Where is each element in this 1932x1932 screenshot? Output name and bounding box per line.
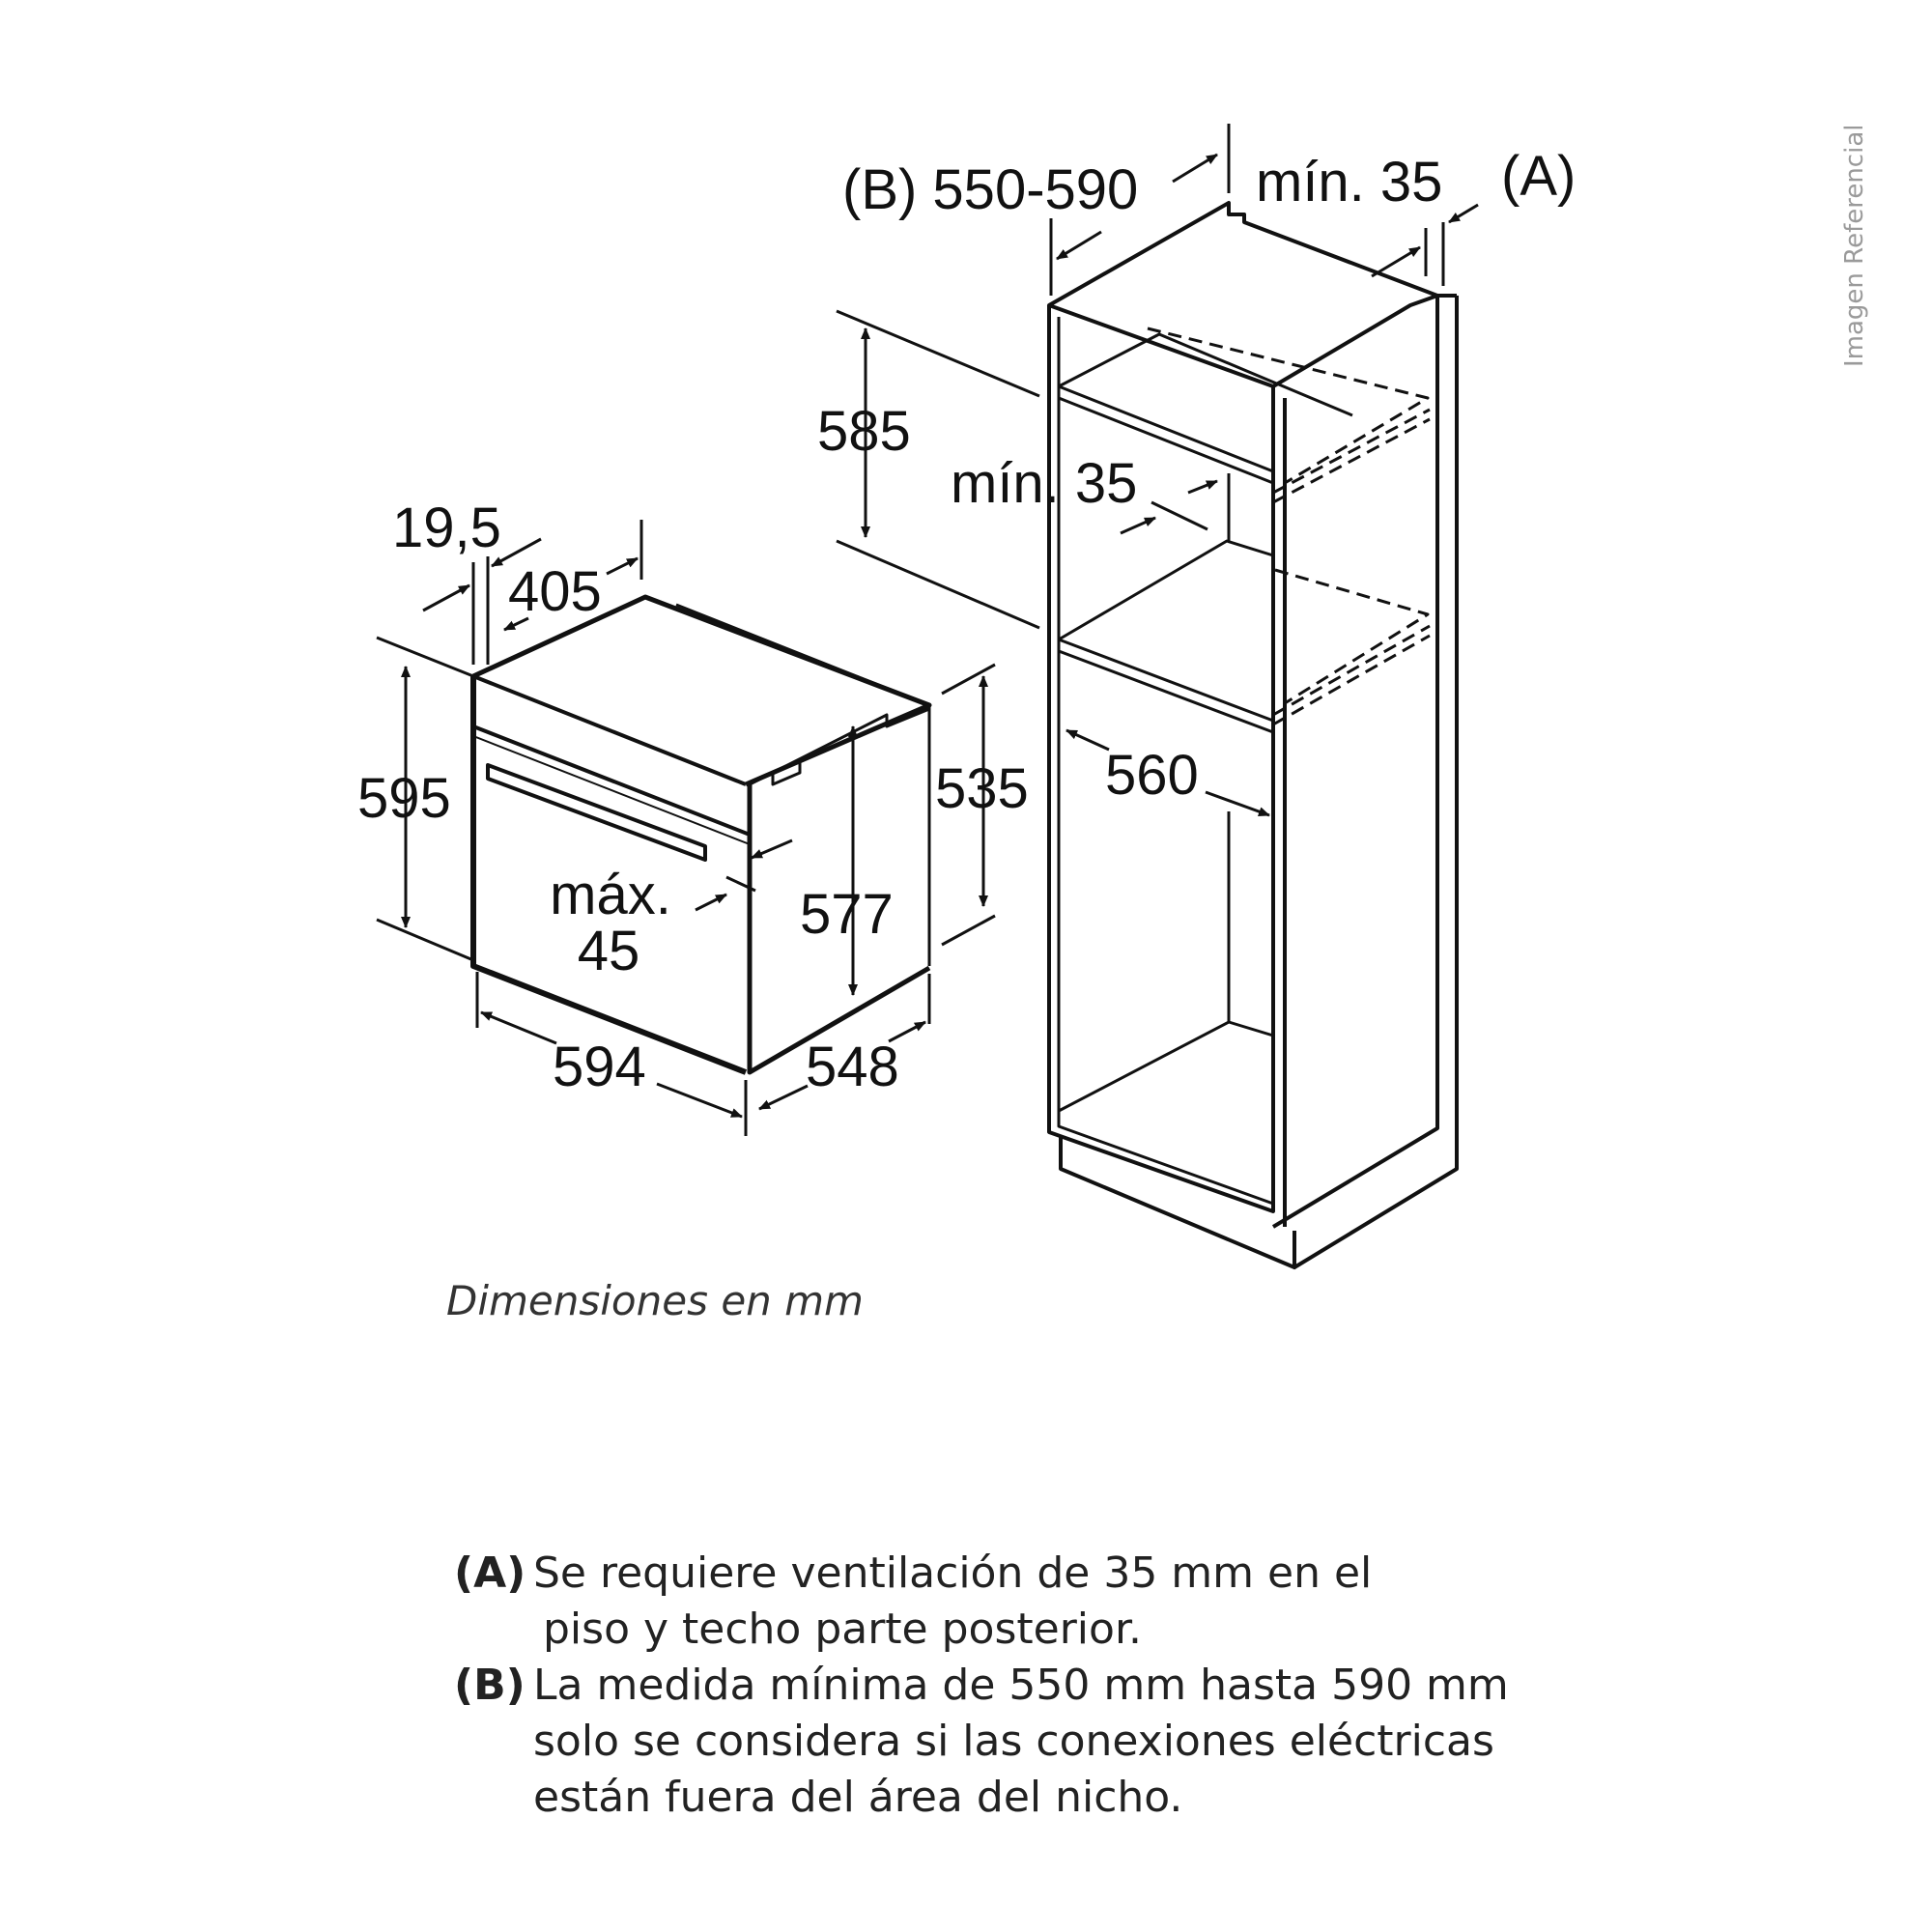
- note-a-line-2: piso y techo parte posterior.: [543, 1605, 1142, 1654]
- dim-585: 585: [817, 400, 911, 463]
- dim-535: 535: [935, 757, 1029, 820]
- note-a-key: (A): [454, 1548, 526, 1598]
- units-caption: Dimensiones en mm: [446, 1277, 864, 1324]
- dim-b-550-590: (B) 550-590: [842, 158, 1139, 221]
- dim-min-35-top: mín. 35: [1256, 151, 1443, 213]
- cabinet-top-face: [1049, 203, 1437, 386]
- dim-min-35-mid: mín. 35: [951, 452, 1138, 515]
- label-a: (A): [1501, 145, 1577, 208]
- dim-595: 595: [357, 767, 451, 830]
- note-a-line-1: Se requiere ventilación de 35 mm en el: [533, 1548, 1373, 1598]
- notes-list: [454, 1546, 1509, 1826]
- oven-handle: [488, 765, 705, 860]
- note-b-key: (B): [454, 1661, 526, 1710]
- cabinet-dimension-lines: [837, 124, 1478, 815]
- dim-560: 560: [1105, 744, 1199, 807]
- reference-image-watermark: Imagen Referencial: [1840, 124, 1869, 367]
- note-a: [454, 1546, 1509, 1658]
- dim-548: 548: [806, 1036, 899, 1098]
- oven-top-face: [473, 597, 929, 784]
- dim-577: 577: [800, 883, 894, 946]
- oven-drawing: [473, 597, 929, 1072]
- cabinet-plinth: [1061, 1136, 1294, 1267]
- dim-max-45-value: 45: [577, 920, 640, 982]
- note-b-line-3: están fuera del área del nicho.: [533, 1773, 1183, 1822]
- note-b: [454, 1658, 1509, 1826]
- note-b-line-2: solo se considera si las conexiones eléctricas: [533, 1717, 1494, 1766]
- dim-405: 405: [508, 560, 602, 623]
- dim-594: 594: [553, 1036, 646, 1098]
- dim-19-5: 19,5: [392, 497, 501, 559]
- dim-max-45-label: máx.: [550, 864, 671, 926]
- note-b-line-1: La medida mínima de 550 mm hasta 590 mm: [533, 1661, 1509, 1710]
- cabinet-drawing: [1049, 203, 1457, 1267]
- cabinet-side-face: [1273, 296, 1437, 1227]
